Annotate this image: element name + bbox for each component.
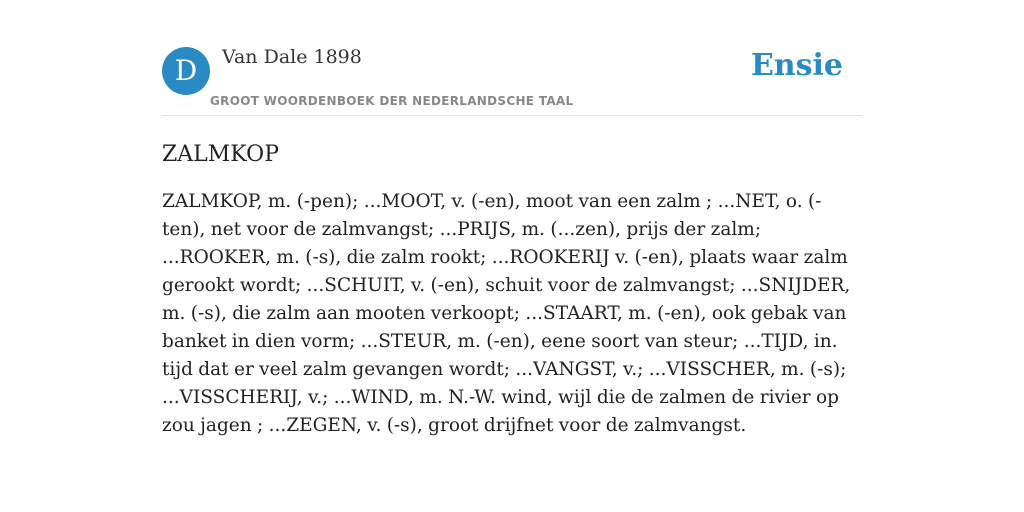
entry-card: [162, 44, 862, 440]
brand-logo[interactable]: Ensie: [750, 48, 843, 83]
source-title[interactable]: Van Dale 1898: [222, 46, 362, 68]
source-subtitle: GROOT WOORDENBOEK DER NEDERLANDSCHE TAAL: [210, 94, 574, 108]
definition-text: ZALMKOP, m. (-pen); ...MOOT, v. (-en), moot van een zalm ; ...NET, o. (-ten), net voor de zalmvangst; ...PRIJS, m. (...zen), prijs der zalm; ...ROOKER, m. (-s), die zalm rookt; ...ROOKERIJ v. (-en), plaats waar zalm gerookt wordt; ...SCHUIT, v. (-en), schuit voor de zalmvangst; ...SNIJDER, m. (-s), die zalm aan mooten verkoopt; ...STAART, m. (-en), ook gebak van banket in dien vorm; ...STEUR, m. (-en), eene soort van steur; ...TIJD, in. tijd dat er veel zalm gevangen wordt; ...VANGST, v.; ...VISSCHER, m. (-s); ...VISSCHERIJ, v.; ...WIND, m. N.-W. wind, wijl die de zalmen de rivier op zou jagen ; ...ZEGEN, v. (-s), groot drijfnet voor de zalmvangst.: [162, 191, 851, 436]
page-title: ZALMKOP: [162, 142, 279, 167]
source-header: [162, 44, 862, 116]
source-logo: D: [162, 47, 210, 95]
